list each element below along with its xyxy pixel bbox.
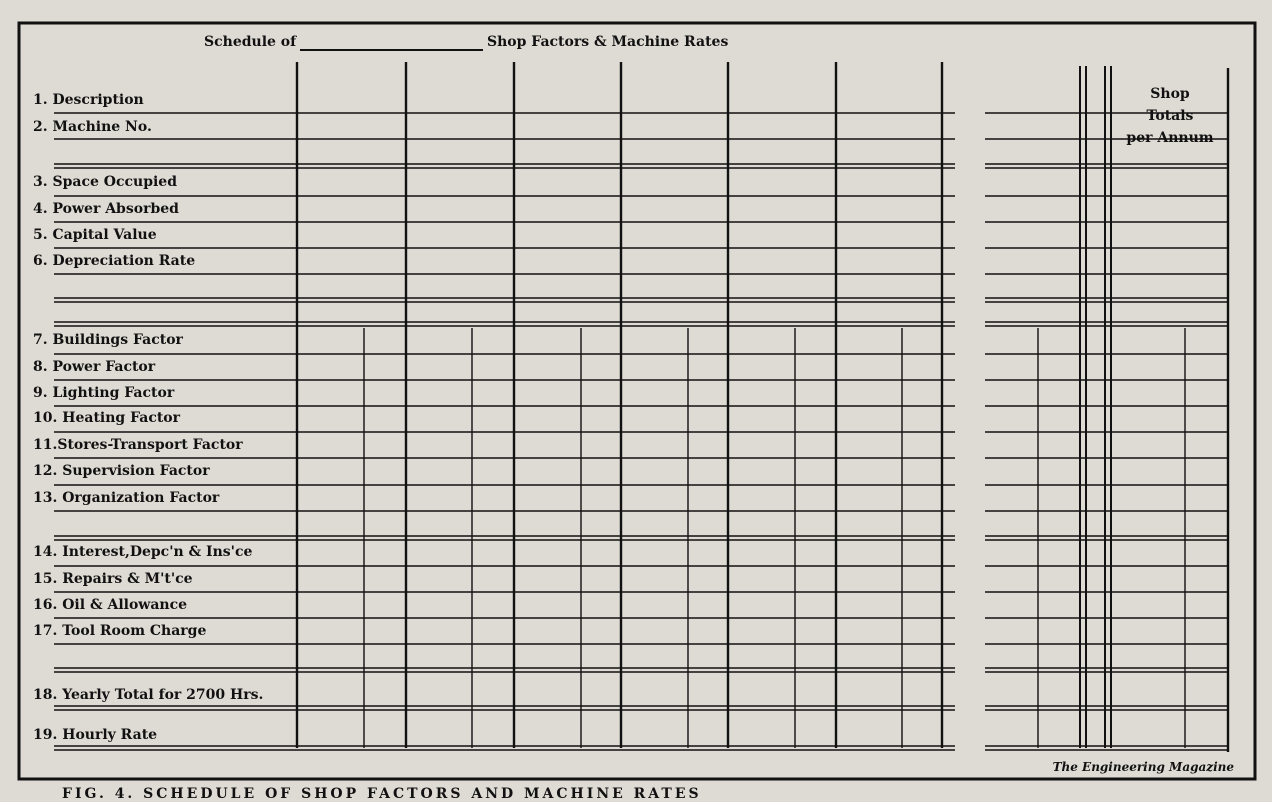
publisher-credit: The Engineering Magazine <box>1052 760 1234 774</box>
title-suffix: Shop Factors & Machine Rates <box>487 34 729 50</box>
row-label-11: 11.Stores-Transport Factor <box>33 437 243 453</box>
row-label-14: 14. Interest,Depc'n & Ins'ce <box>33 544 253 560</box>
figure-caption: FIG. 4. SCHEDULE OF SHOP FACTORS AND MACHINE RATES <box>62 786 702 802</box>
row-label-7: 7. Buildings Factor <box>33 332 183 348</box>
row-label-2: 2. Machine No. <box>33 119 152 135</box>
row-label-10: 10. Heating Factor <box>33 410 181 426</box>
row-label-12: 12. Supervision Factor <box>33 463 210 479</box>
row-label-13: 13. Organization Factor <box>33 490 220 506</box>
shop-header-line-2: Totals <box>1146 108 1194 124</box>
row-label-18: 18. Yearly Total for 2700 Hrs. <box>33 687 264 703</box>
row-label-4: 4. Power Absorbed <box>33 201 179 217</box>
title-prefix: Schedule of <box>204 34 297 50</box>
row-label-17: 17. Tool Room Charge <box>33 623 207 639</box>
row-label-8: 8. Power Factor <box>33 359 156 375</box>
form-border <box>19 23 1255 779</box>
row-label-5: 5. Capital Value <box>33 227 157 243</box>
row-label-6: 6. Depreciation Rate <box>33 253 196 269</box>
shop-header-line-1: Shop <box>1150 86 1190 102</box>
row-label-3: 3. Space Occupied <box>33 174 178 190</box>
row-label-1: 1. Description <box>33 92 144 108</box>
shop-header-line-3: per Annum <box>1126 130 1214 146</box>
shop-totals-header <box>1116 83 1224 149</box>
row-label-16: 16. Oil & Allowance <box>33 597 188 613</box>
column-rules <box>297 62 1228 752</box>
row-rules <box>54 113 1228 750</box>
row-label-19: 19. Hourly Rate <box>33 727 158 743</box>
title-blank-line <box>300 49 483 51</box>
row-label-9: 9. Lighting Factor <box>33 385 175 401</box>
row-label-15: 15. Repairs & M't'ce <box>33 571 193 587</box>
